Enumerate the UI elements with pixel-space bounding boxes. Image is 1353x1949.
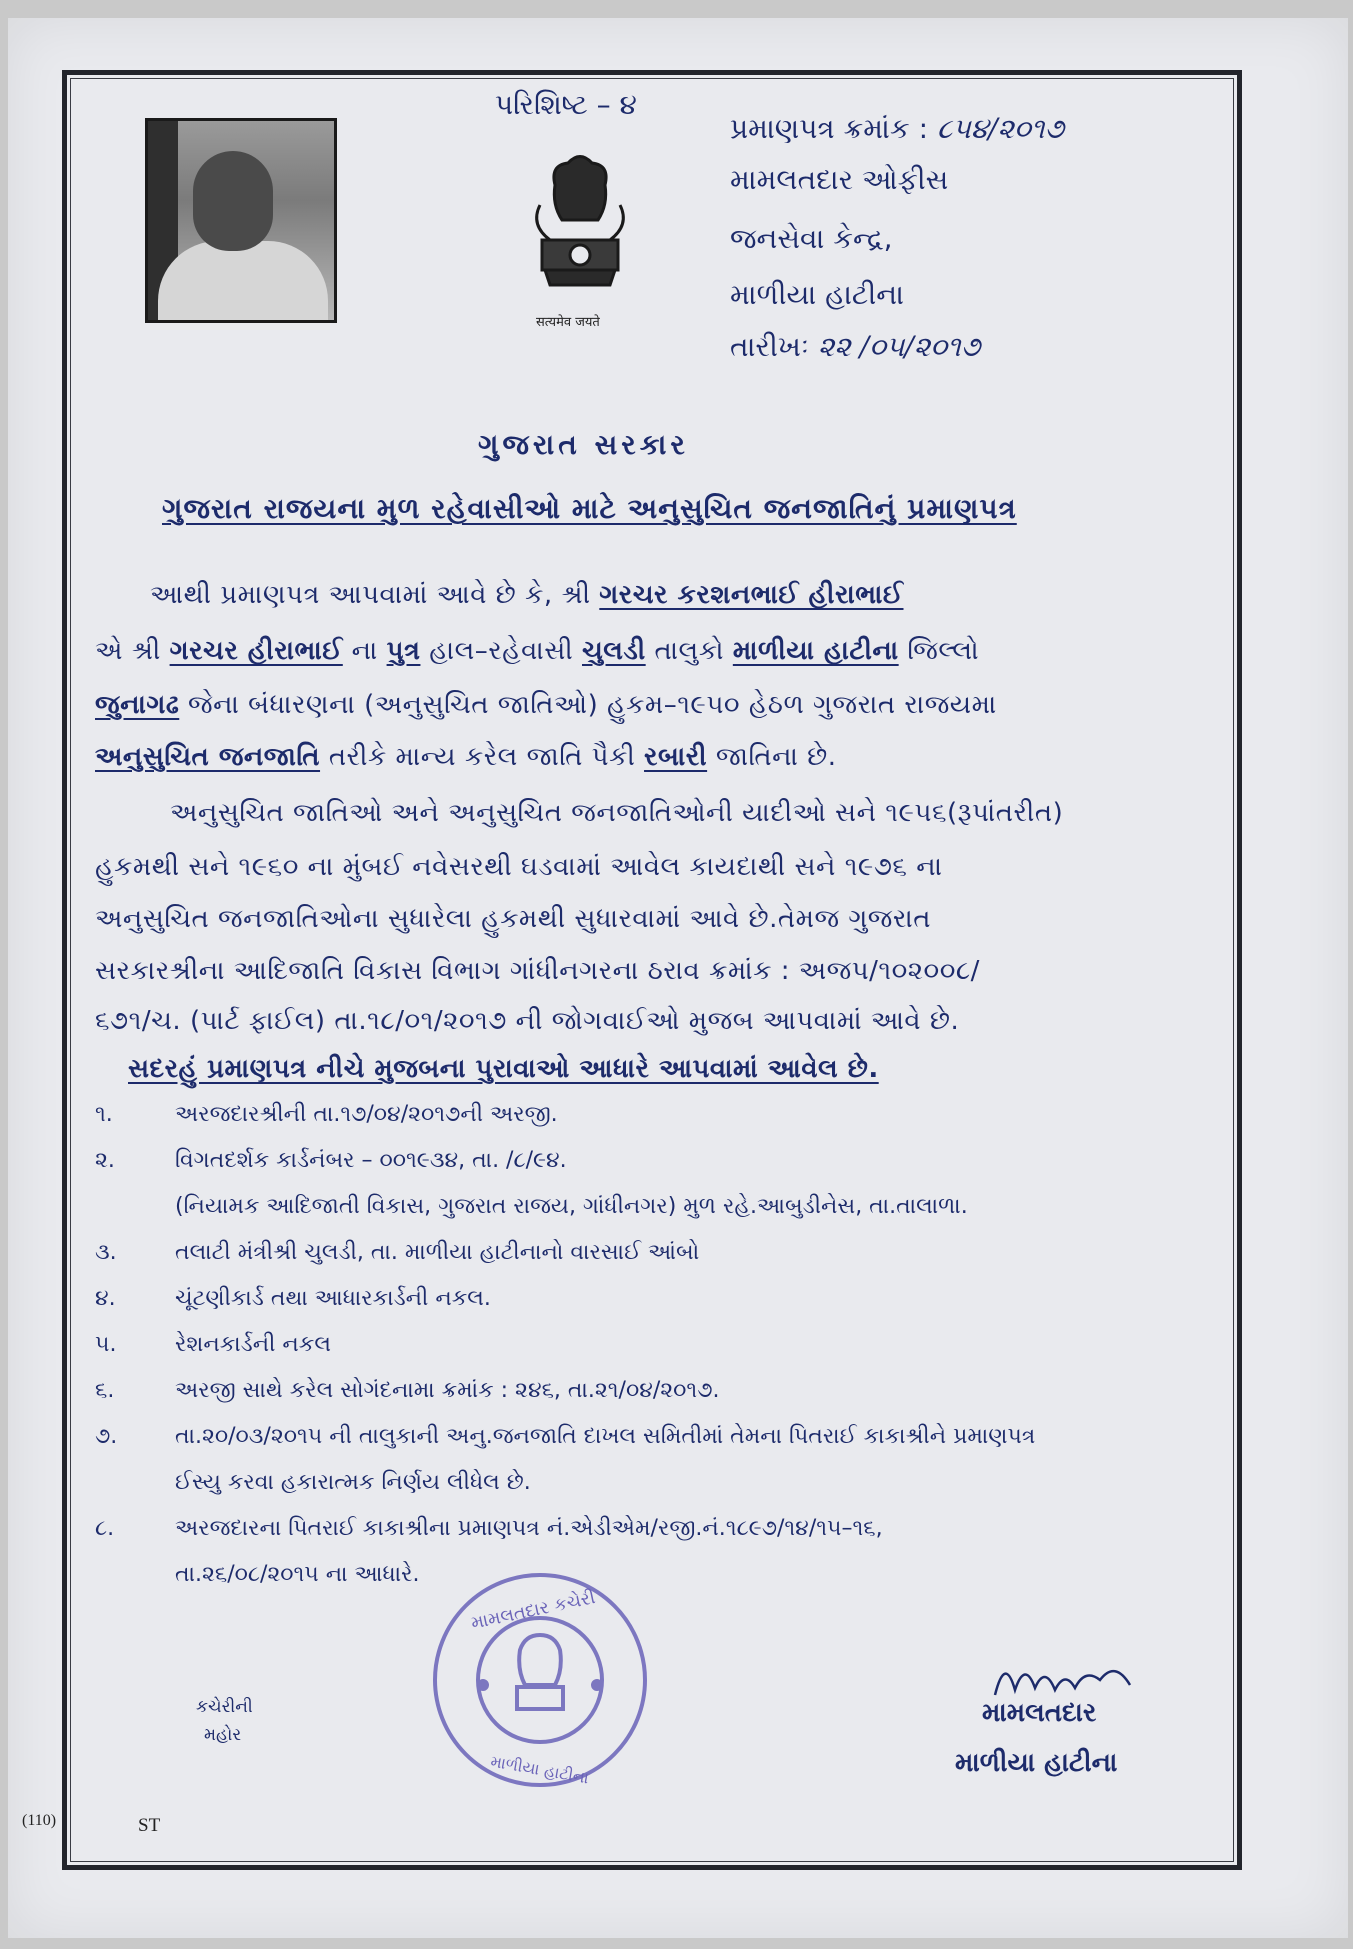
district: જુનાગઢ bbox=[95, 690, 180, 720]
relation: પુત્ર bbox=[386, 636, 421, 666]
office-line-2: જનસેવા કેન્દ્ર, bbox=[730, 222, 893, 255]
evidence-number: ૭. bbox=[95, 1424, 118, 1449]
evidence-item bbox=[95, 1516, 883, 1541]
evidence-item bbox=[95, 1424, 1035, 1449]
basis-heading: સદરહું પ્રમાણપત્ર નીચે મુજબના પુરાવાઓ આધારે આપવામાં આવેલ છે. bbox=[128, 1054, 879, 1084]
category: અનુસુચિત જનજાતિ bbox=[95, 742, 321, 772]
emblem-motto: सत्यमेव जयते bbox=[536, 315, 600, 330]
form-code: (110) bbox=[22, 1812, 57, 1829]
evidence-number: ૩. bbox=[95, 1240, 117, 1265]
seal-text-top: મામલતદાર કચેરી bbox=[469, 1587, 598, 1634]
st-mark: ST bbox=[138, 1815, 161, 1836]
father-name: ગરચર હીરાભાઈ bbox=[169, 636, 343, 666]
evidence-item bbox=[95, 1562, 419, 1587]
evidence-text: (નિયામક આદિજાતી વિકાસ, ગુજરાત રાજય, ગાંધીનગર) મુળ રહે.આબુડીનેસ, તા.તાલાળા. bbox=[175, 1194, 968, 1219]
evidence-number: ૨. bbox=[95, 1148, 115, 1173]
evidence-item bbox=[95, 1332, 331, 1357]
para1-line1: આથી પ્રમાણપત્ર આપવામાં આવે છે કે, શ્રી ગરચર કરશનભાઈ હીરાભાઈ bbox=[150, 580, 904, 610]
evidence-text: ઈસ્યુ કરવા હકારાત્મક નિર્ણય લીધેલ છે. bbox=[175, 1470, 531, 1495]
evidence-item bbox=[95, 1378, 720, 1403]
applicant-name: ગરચર કરશનભાઈ હીરાભાઈ bbox=[599, 580, 904, 610]
cert-number-label: પ્રમાણપત્ર ક્રમાંક : bbox=[730, 112, 929, 145]
date-row bbox=[730, 330, 980, 364]
seal-text-bottom: માળીયા હાટીના bbox=[489, 1751, 591, 1788]
para2-line2: હુકમથી સને ૧૯૬૦ ના મુંબઈ નવેસરથી ઘડવામાં આવેલ કાયદાથી સને ૧૯૭૬ ના bbox=[95, 852, 943, 882]
caste: રબારી bbox=[644, 742, 708, 772]
para2-line5: ૬૭૧/ચ. (પાર્ટ ફાઈલ) તા.૧૮/૦૧/૨૦૧૭ ની જોગવાઈઓ મુજબ આપવામાં આવે છે. bbox=[95, 1006, 960, 1036]
evidence-item bbox=[95, 1240, 699, 1265]
evidence-item bbox=[95, 1194, 968, 1219]
evidence-text: ચૂંટણીકાર્ડ તથા આધારકાર્ડની નકલ. bbox=[175, 1286, 491, 1311]
evidence-item bbox=[95, 1470, 531, 1495]
evidence-text: તા.૨૦/૦૩/૨૦૧૫ ની તાલુકાની અનુ.જનજાતિ દાખલ સમિતીમાં તેમના પિતરાઈ કાકાશ્રીને પ્રમાણપત્ર bbox=[175, 1424, 1036, 1449]
para1-line4: અનુસુચિત જનજાતિ તરીકે માન્ય કરેલ જાતિ પૈકી રબારી જાતિના છે. bbox=[95, 742, 837, 772]
para2-line3: અનુસુચિત જનજાતિઓના સુધારેલા હુકમથી સુધારવામાં આવે છે.તેમજ ગુજરાત bbox=[95, 904, 931, 934]
annexure-label: પરિશિષ્ટ – ૪ bbox=[495, 88, 637, 121]
evidence-number: ૬. bbox=[95, 1378, 115, 1403]
office-line-1: મામલતદાર ઓફીસ bbox=[730, 163, 949, 196]
signatory-title: મામલતદાર bbox=[982, 1698, 1097, 1728]
evidence-item bbox=[95, 1286, 491, 1311]
para1-line3: જુનાગઢ જેના બંધારણના (અનુસુચિત જાતિઓ) હુકમ–૧૯૫૦ હેઠળ ગુજરાત રાજયમા bbox=[95, 690, 997, 720]
evidence-number: ૫. bbox=[95, 1332, 117, 1357]
office-seal-label-2: મહોર bbox=[204, 1725, 242, 1745]
certificate-title: ગુજરાત રાજયના મુળ રહેવાસીઓ માટે અનુસુચિત જનજાતિનું પ્રમાણપત્ર bbox=[162, 492, 1017, 525]
office-seal-label-1: કચેરીની bbox=[196, 1697, 253, 1717]
evidence-number: ૧. bbox=[95, 1102, 113, 1127]
ashoka-emblem-icon bbox=[520, 145, 640, 330]
para2-line1: અનુસુચિત જાતિઓ અને અનુસુચિત જનજાતિઓની યાદીઓ સને ૧૯૫૬(રૂપાંતરીત) bbox=[170, 798, 1064, 828]
signatory-place: માળીયા હાટીના bbox=[955, 1748, 1118, 1778]
applicant-photo bbox=[145, 118, 337, 323]
para1-line2: એ શ્રી ગરચર હીરાભાઈ ના પુત્ર હાલ–રહેવાસી ચુલડી તાલુકો માળીયા હાટીના જિલ્લો bbox=[95, 636, 980, 666]
evidence-number: ૮. bbox=[95, 1516, 115, 1541]
village: ચુલડી bbox=[582, 636, 646, 666]
evidence-text: અરજી સાથે કરેલ સોગંદનામા ક્રમાંક : ૨૪૬, તા.૨૧/૦૪/૨૦૧૭. bbox=[175, 1378, 720, 1403]
evidence-item bbox=[95, 1148, 567, 1173]
evidence-text: અરજદારના પિતરાઈ કાકાશ્રીના પ્રમાણપત્ર નં.એડીએમ/રજી.નં.૧૮૯૭/૧૪/૧૫–૧૬, bbox=[175, 1516, 883, 1541]
para2-line4: સરકારશ્રીના આદિજાતિ વિકાસ વિભાગ ગાંધીનગરના ઠરાવ ક્રમાંક : અજપ/૧૦૨૦૦૮/ bbox=[95, 956, 980, 986]
evidence-number: ૪. bbox=[95, 1286, 116, 1311]
evidence-text: રેશનકાર્ડની નકલ bbox=[175, 1332, 331, 1357]
cert-number-value: ૮૫૪/૨૦૧૭ bbox=[936, 112, 1064, 145]
cert-number-row bbox=[730, 112, 1064, 146]
office-line-3: માળીયા હાટીના bbox=[730, 278, 904, 311]
date-value: ૨૨ /૦૫/૨૦૧૭ bbox=[817, 330, 981, 363]
date-label: તારીખઃ bbox=[730, 330, 809, 363]
evidence-text: તા.૨૬/૦૮/૨૦૧૫ ના આધારે. bbox=[175, 1562, 420, 1587]
taluka: માળીયા હાટીના bbox=[732, 636, 899, 666]
evidence-text: વિગતદર્શક કાર્ડનંબર – ૦૦૧૯૩૪, તા. /૮/૯૪. bbox=[175, 1148, 567, 1173]
evidence-item bbox=[95, 1102, 558, 1127]
government-heading: ગુજરાત સરકાર bbox=[478, 428, 689, 461]
evidence-text: તલાટી મંત્રીશ્રી ચુલડી, તા. માળીયા હાટીનાનો વારસાઈ આંબો bbox=[175, 1240, 700, 1265]
evidence-text: અરજદારશ્રીની તા.૧૭/૦૪/૨૦૧૭ની અરજી. bbox=[175, 1102, 558, 1127]
